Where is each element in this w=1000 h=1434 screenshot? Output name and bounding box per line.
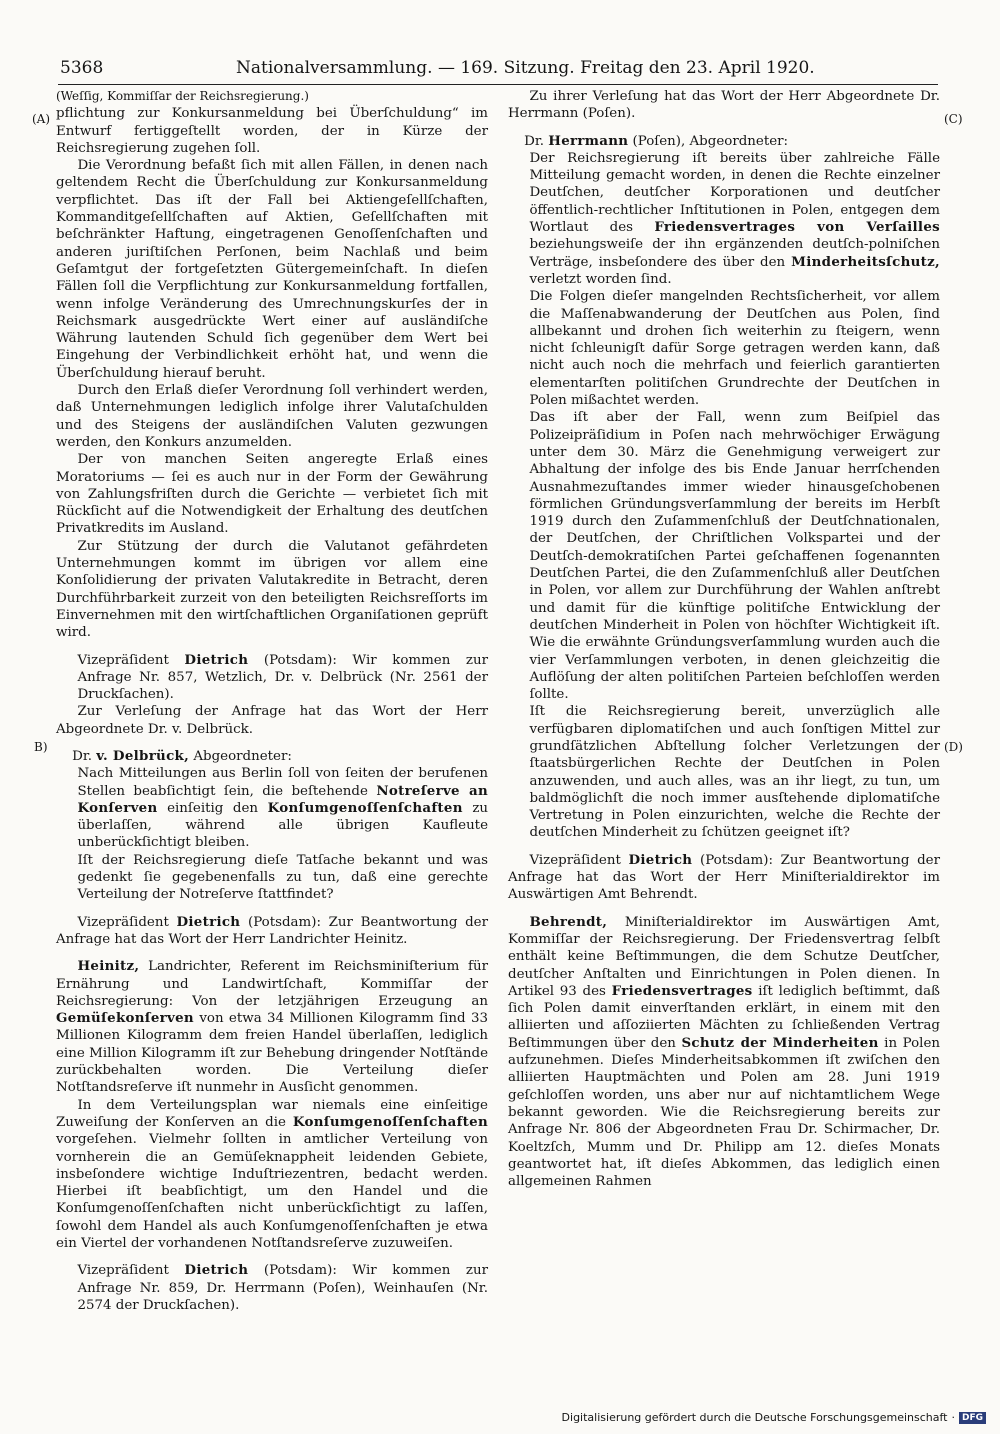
margin-mark-d: (D) [944, 740, 963, 754]
president-remark: Vizepräſident Dietrich (Potsdam): Zur Beantwortung der Anfrage hat das Wort der Herr Landrichter Heinitz. [56, 913, 488, 947]
page-number: 5368 [60, 58, 104, 78]
speaker-name: v. Delbrück, [96, 747, 190, 764]
question-text: Nach Mitteilungen aus Berlin ſoll von ſeiten der berufenen Stellen beabſichtigt ſein, die beſtehende Notreſerve an Konſerven einſeitig den Konſumgenoſſenſchaften zu überlaſſen, während alle übrigen Kaufleute unberückſichtigt bleiben. [77, 766, 489, 851]
president-remark: Vizepräſident Dietrich (Potsdam): Zur Beantwortung der Anfrage hat das Wort der Herr Miniſterialdirektor im Auswärtigen Amt Behrendt. [508, 851, 940, 903]
answer-text: In dem Verteilungsplan war niemals eine einſeitige Zuweiſung der Konſerven an die Konſumgenoſſenſchaften vorgeſehen. Vielmehr ſollten in amtlicher Verteilung von vornherein die an Gemüſeknappheit leidenden Gebiete, insbeſondere wichtige Induſtriezentren, bedacht werden. Hierbei iſt beabſichtigt, um den Handel und die Konſumgenoſſenſchaften nicht unberückſichtigt zu laſſen, ſowohl dem Handel als auch Konſumgenoſſenſchaften je etwa ein Viertel der vorhandenen Notſtandsreſerve zuzuweiſen. [56, 1097, 488, 1251]
dfg-logo: DFG [959, 1412, 986, 1424]
speaker-intro: Dr. Herrmann (Poſen), Abgeordneter: [524, 132, 789, 149]
question-text: Das iſt aber der Fall, wenn zum Beiſpiel das Polizeipräſidium in Poſen nach mehrwöchiger Erwägung unter dem 30. März die Genehmigung verweigert zur Abhaltung der infolge des bis Ende Januar herrſchenden Ausnahmezuſtandes immer wieder hinausgeſchobenen förmlichen Gründungsverſammlung der bereits im Herbſt 1919 durch den Zuſammenſchluß der Deutſchnationalen, der Deutſchen, der Chriſtlichen Volkspartei und der Deutſch-demokratiſchen Partei geſchaffenen ſogenannten Deutſchen Partei, die den Zuſammenſchluß aller Deutſchen in Polen, vor allem zur Durchführung der Wahlen anſtrebt und damit für die künftige politiſche Entwicklung der deutſchen Minderheit in Polen von höchſter Wichtigkeit iſt. Wie die erwähnte Gründungsverſammlung wurden auch die vier Verſammlungen verboten, in denen gleichzeitig die Auflöſung der alten politiſchen Parteien beſchloſſen werden ſollte. [529, 410, 940, 703]
question-text: Iſt der Reichsregierung dieſe Tatſache bekannt und was gedenkt ſie gegebenenfalls zu tun, daß eine gerechte Verteilung der Notreſerve ſtattfindet? [77, 852, 488, 903]
margin-mark-c: (C) [944, 112, 963, 126]
president-remark: Vizepräſident Dietrich (Potsdam): Wir kommen zur Anfrage Nr. 857, Wetzlich, Dr. v. Delbrück (Nr. 2561 der Druckſachen). [77, 651, 488, 703]
question-text: Der Reichsregierung iſt bereits über zahlreiche Fälle Mitteilung gemacht worden, in denen die Rechte einzelner Deutſchen, deutſcher Korporationen und deutſcher öffentlich-rechtlicher Inſtitutionen in Polen, entgegen dem Wortlaut des Friedensvertrages von Verſailles beziehungsweiſe der ihn ergänzenden deutſch-polniſchen Verträge, insbeſondere des über den Minderheitsſchutz, verletzt worden ſind. [529, 150, 940, 287]
speaker-name: Heinitz, [77, 958, 140, 975]
question-text: Die Folgen dieſer mangelnden Rechtsſicherheit, vor allem die Maſſenabwanderung der Deutſchen aus Polen, ſind allbekannt und drohen ſich weiterhin zu ſteigern, wenn nicht ſchleunigſt dafür Sorge getragen werden kann, daß nicht auch noch die mehrfach und feierlich garantierten elementarſten politiſchen Grundrechte der Deutſchen in Polen mißachtet werden. [529, 289, 940, 409]
page-header [60, 58, 940, 84]
running-title: Nationalversammlung. — 169. Sitzung. Freitag den 23. April 1920. [236, 58, 815, 78]
speaker-name: Dietrich [628, 851, 693, 868]
paragraph: Der von manchen Seiten angeregte Erlaß eines Moratoriums — ſei es auch nur in der Form der Gewährung von Zahlungsfriſten durch die Gerichte — verbietet ſich mit Rückſicht auf die Notwendigkeit der Erhaltung des deutſchen Privatkredits im Ausland. [56, 452, 488, 537]
footer: Digitalisierung gefördert durch die Deutsche Forschungsgemeinschaft · DFG [562, 1411, 986, 1424]
paragraph: Zu ihrer Verleſung hat das Wort der Herr Abgeordnete Dr. Herrmann (Poſen). [508, 89, 940, 122]
paragraph: Durch den Erlaß dieſer Verordnung ſoll verhindert werden, daß Unternehmungen lediglich infolge ihrer Valutaſchulden und des Steigens der ausländiſchen Valuten gezwungen werden, den Konkurs anzumelden. [56, 383, 488, 450]
paragraph: Zur Stützung der durch die Valutanot gefährdeten Unternehmungen kommt im übrigen vor allem eine Konſolidierung der privaten Valutakredite in Betracht, deren Durchführbarkeit zurzeit von den beteiligten Reichsreſſorts im Einvernehmen mit den wirtſchaftlichen Organiſationen geprüft wird. [56, 538, 488, 641]
context-line: (Weſſig, Kommiſſar der Reichsregierung.) [56, 89, 309, 103]
margin-mark-b: B) [34, 740, 48, 754]
paragraph: Zur Verleſung der Anfrage hat das Wort der Herr Abgeordnete Dr. v. Delbrück. [56, 704, 488, 737]
paragraph: Die Verordnung befaßt ſich mit allen Fällen, in denen nach geltendem Recht die Überſchuldung zur Konkursanmeldung verpflichtet. Das iſt der Fall bei Aktiengeſellſchaften, Kommanditgeſellſchaften auf Aktien, Geſellſchaften mit beſchränkter Haftung, eingetragenen Genoſſenſchaften und anderen juriſtiſchen Perſonen, beim Nachlaß und beim Geſamtgut der fortgeſetzten Gütergemeinſchaft. In dieſen Fällen ſoll die Verpflichtung zur Konkursanmeldung fortfallen, wenn infolge Veränderung des Umrechnungskurſes der in Reichsmark ausgedrückte Wert einer auf ausländiſche Währung lautenden Schuld ſich gegenüber dem Wert bei Eingehung der Verbindlichkeit erhöht hat, und wenn die Überſchuldung hierauf beruht. [56, 158, 488, 381]
speaker-name: Dietrich [184, 651, 249, 668]
speaker-name: Behrendt, [529, 913, 608, 930]
answer-text: Behrendt, Miniſterialdirektor im Auswärtigen Amt, Kommiſſar der Reichsregierung. Der Friedensvertrag ſelbſt enthält keine Beſtimmungen, die dem Schutze Deutſcher, deutſcher Anſtalten und Einrichtungen in Polen dienen. In Artikel 93 des Friedensvertrages iſt lediglich beſtimmt, daß ſich Polen damit einverſtanden erklärt, in einem mit den alliierten und aſſoziierten Mächten zu ſchließenden Vertrag Beſtimmungen über den Schutz der Minderheiten in Polen aufzunehmen. Dieſes Minderheitsabkommen iſt zwiſchen den alliierten Hauptmächten und Polen am 28. Juni 1919 geſchloſſen worden, uns aber nur auf nichtamtlichem Wege bekannt geworden. Wie die Reichsregierung bereits zur Anfrage Nr. 806 der Abgeordneten Frau Dr. Schirmacher, Dr. Koeltzſch, Mumm und Dr. Philipp am 12. dieſes Monats geantwortet hat, iſt dieſes Abkommen, das lediglich einen allgemeinen Rahmen [508, 913, 941, 1190]
question-text: Iſt die Reichsregierung bereit, unverzüglich alle verfügbaren diplomatiſchen und auch ſonſtigen Mittel zur grundſätzlichen Abſtellung ſolcher Verletzungen der ſtaatsbürgerlichen Rechte der Deutſchen in Polen anzuwenden, und auch alles, was an ihr liegt, zu tun, um baldmöglichſt die noch immer ausſtehende diplomatiſche Vertretung in Polen einzurichten, welche die Rechte der deutſchen Minderheit zu ſchützen geeignet iſt? [529, 704, 940, 841]
right-column [508, 88, 940, 1190]
paragraph: pflichtung zur Konkursanmeldung bei Überſchuldung“ im Entwurf fertiggeſtellt worden, der in Kürze der Reichsregierung zugehen ſoll. [56, 106, 488, 156]
header-rule [58, 84, 938, 85]
speaker-name: Dietrich [184, 1262, 249, 1279]
speaker-intro: Dr. v. Delbrück, Abgeordneter: [72, 747, 292, 764]
left-column [56, 88, 488, 1314]
margin-mark-a: (A) [32, 112, 51, 126]
speaker-name: Herrmann [548, 132, 629, 149]
answer-text: Heinitz, Landrichter, Referent im Reichsminiſterium für Ernährung und Landwirtſchaft, Kommiſſar der Reichsregierung: Von der letzjährigen Erzeugung an Gemüſekonſerven von etwa 34 Millionen Kilogramm ſind 33 Millionen Kilogramm dem freien Handel überlaſſen, lediglich eine Million Kilogramm iſt zur Behebung dringender Notſtände zurückbehalten worden. Die Verteilung dieſer Notſtandsreſerve iſt nunmehr in Ausſicht genommen. [56, 958, 488, 1096]
president-remark: Vizepräſident Dietrich (Potsdam): Wir kommen zur Anfrage Nr. 859, Dr. Herrmann (Poſen), Weinhauſen (Nr. 2574 der Druckſachen). [77, 1262, 488, 1313]
footer-credit: Digitalisierung gefördert durch die Deutsche Forschungsgemeinschaft [561, 1411, 948, 1424]
speaker-name: Dietrich [176, 913, 241, 930]
